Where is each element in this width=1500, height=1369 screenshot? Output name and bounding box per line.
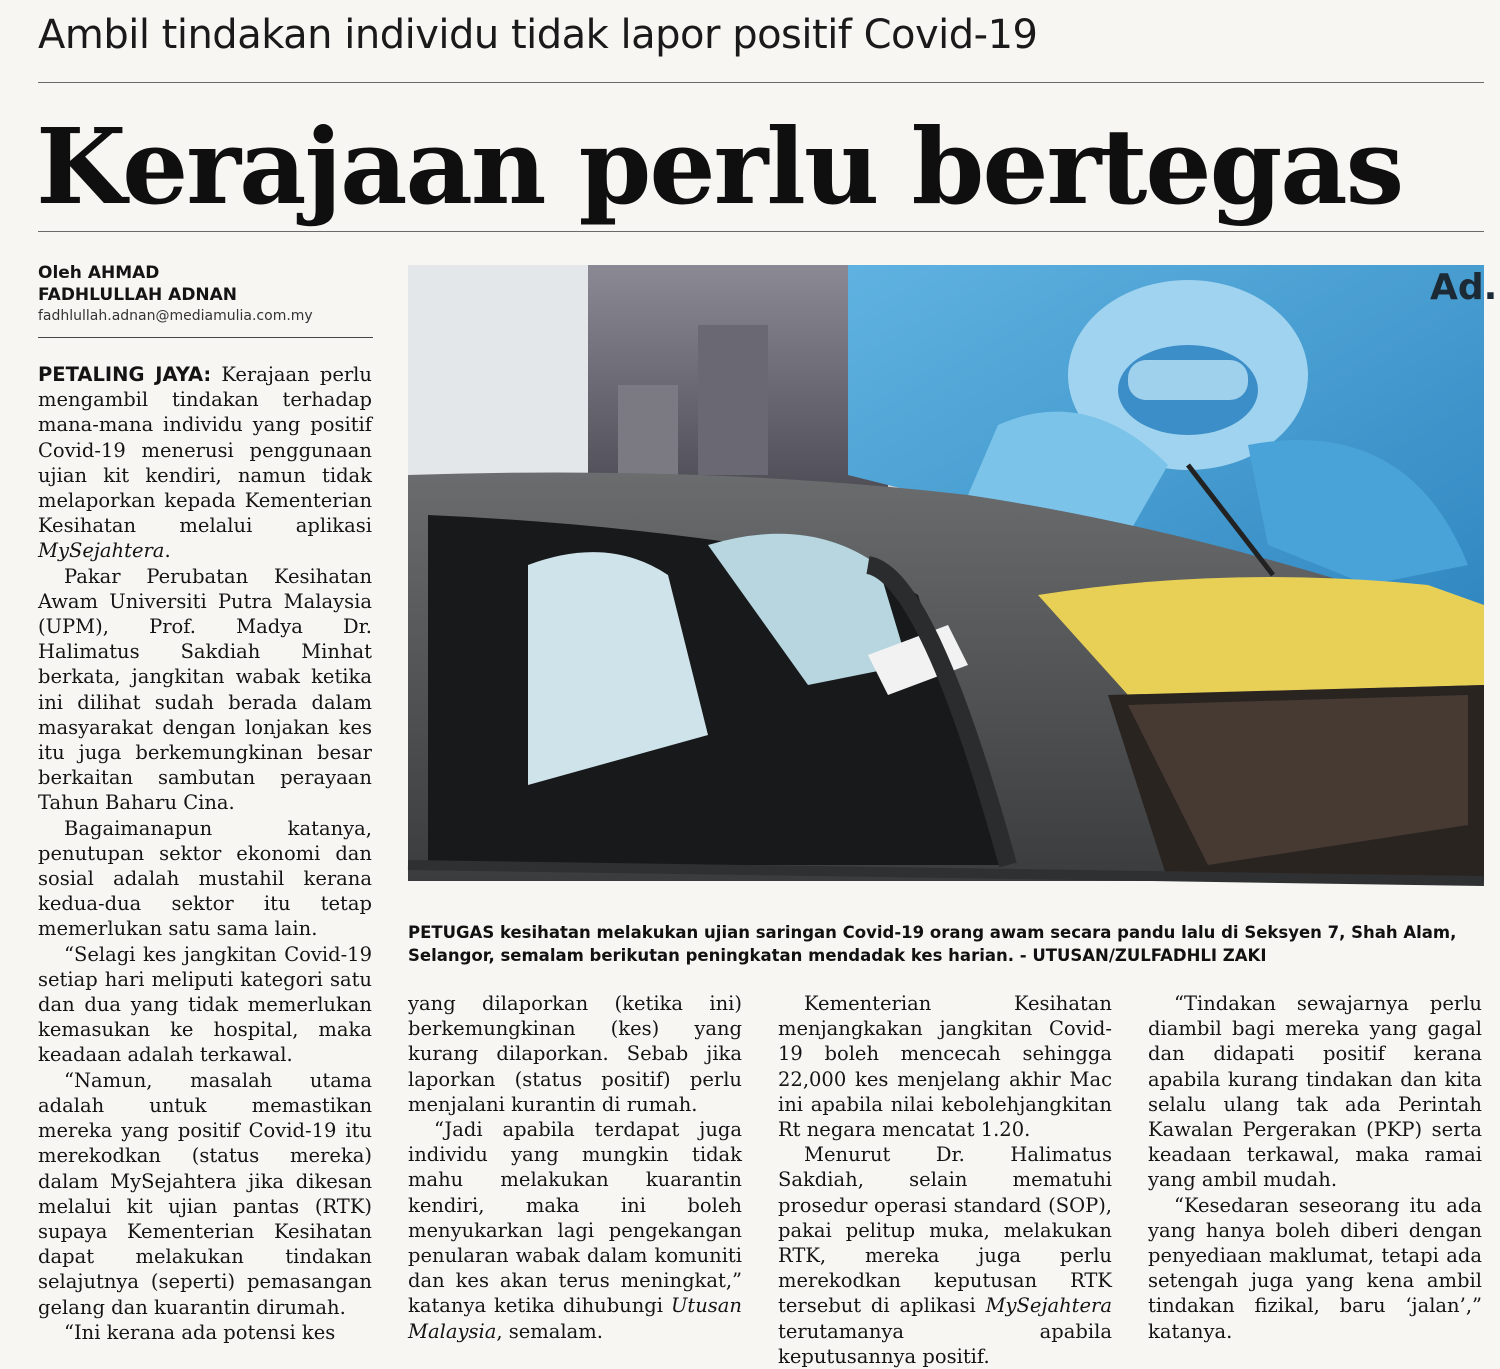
body-column-4 [1148,991,1482,1344]
paragraph [778,1142,1112,1369]
body-column-3 [778,991,1112,1369]
photo-caption: PETUGAS kesihatan melakukan ujian saringan Covid-19 orang awam secara pandu lalu di Seksyen 7, Shah Alam, Selangor, semalam berikutan peningkatan mendadak kes harian. - UTUSAN/ZULFADHLI ZAKI [408,923,1457,965]
paragraph: Bagaimanapun katanya, penutupan sektor ekonomi dan sosial adalah mustahil kerana kedua-dua sektor itu tetap memerlukan satu sama lain. [38,816,372,941]
paragraph-text: , semalam. [496,1319,603,1343]
paragraph: Kementerian Kesihatan menjangkakan jangkitan Covid-19 boleh mencecah sehingga 22,000 kes menjelang akhir Mac ini apabila nilai kebolehjangkitan Rt negara mencatat 1.20. [778,992,1112,1142]
article-kicker: Ambil tindakan individu tidak lapor positif Covid-19 [38,12,1038,58]
article-headline: Kerajaan perlu bertegas [36,105,1403,228]
paragraph: “Ini kerana ada potensi kes [64,1320,336,1344]
byline-email[interactable]: fadhlullah.adnan@mediamulia.com.my [38,308,313,324]
paragraph: “Selagi kes jangkitan Covid-19 setiap hari meliputi kategori satu dan dua yang tidak memerlukan kemasukan ke hospital, maka keadaan adalah terkawal. [38,942,372,1067]
paragraph: Pakar Perubatan Kesihatan Awam Universiti Putra Malaysia (UPM), Prof. Madya Dr. Halimatus Sakdiah Minhat berkata, jangkitan wabak ketika ini dilihat sudah berada dalam masyarakat dengan lonjakan kes itu juga berkemungkinan besar berkaitan sambutan perayaan Tahun Baharu Cina. [38,564,372,815]
paragraph-text: terutamanya apabila keputusannya positif. [778,1319,1112,1368]
body-column-2 [408,991,742,1344]
byline-rule [38,337,373,338]
drive-through-test-photo [408,265,1498,881]
top-rule [38,82,1484,83]
publication-name: Utusan Malaysia [408,1294,742,1343]
mural-text: Ad. [1430,267,1498,308]
news-photo [408,265,1498,881]
paragraph-text: “Jadi apabila terdapat juga individu yang mungkin tidak mahu melakukan kuarantin kendiri, maka ini boleh menyukarkan lagi pengekangan penularan wabak dalam komuniti dan kes akan terus meningkat,” katanya ketika dihubungi [408,1118,742,1318]
paragraph [38,362,372,564]
paragraph: “Kesedaran seseorang itu ada yang hanya boleh diberi dengan penyediaan maklumat, tetapi ada setengah juga yang kena ambil tindakan fizikal, baru ‘jalan’,” katanya. [1148,1193,1482,1343]
paragraph: “Namun, masalah utama adalah untuk memastikan mereka yang positif Covid-19 itu merekodkan (status mereka) dalam MySejahtera jika dikesan melalui kit ujian pantas (RTK) supaya Kementerian Kesihatan dapat melakukan tindakan selajutnya (seperti) pemasangan gelang dan kuarantin dirumah. [38,1068,372,1319]
byline [38,262,378,324]
paragraph: yang dilaporkan (ketika ini) berkemungkinan (kes) yang kurang dilaporkan. Sebab jika laporkan (status positif) perlu menjalani kurantin di rumah. [408,992,742,1116]
paragraph [408,1117,742,1344]
paragraph: “Tindakan sewajarnya perlu diambil bagi mereka yang gagal dan didapati positif kerana apabila kurang tindakan dan kita selalu ulang tak ada Perintah Kawalan Pergerakan (PKP) serta keadaan terkawal, maka ramai yang ambil mudah. [1148,992,1482,1192]
paragraph-text: . [164,539,171,563]
dateline: PETALING JAYA: [38,363,212,386]
byline-author-line1: Oleh AHMAD [38,263,160,283]
app-name: MySejahtera [985,1294,1112,1318]
body-column-1 [38,362,372,1345]
app-name: MySejahtera [38,539,165,563]
byline-author-line2: FADHLULLAH ADNAN [38,285,238,305]
headline-rule [38,231,1484,232]
paragraph-text: Kerajaan perlu mengambil tindakan terhadap mana-mana individu yang positif Covid-19 menerusi penggunaan ujian kit kendiri, namun tidak melaporkan kepada Kementerian Kesihatan melalui aplikasi [38,363,372,538]
paragraph-text: Menurut Dr. Halimatus Sakdiah, selain mematuhi prosedur operasi standard (SOP), pakai pelitup muka, melakukan RTK, mereka juga perlu merekodkan keputusan RTK tersebut di aplikasi [778,1143,1112,1318]
